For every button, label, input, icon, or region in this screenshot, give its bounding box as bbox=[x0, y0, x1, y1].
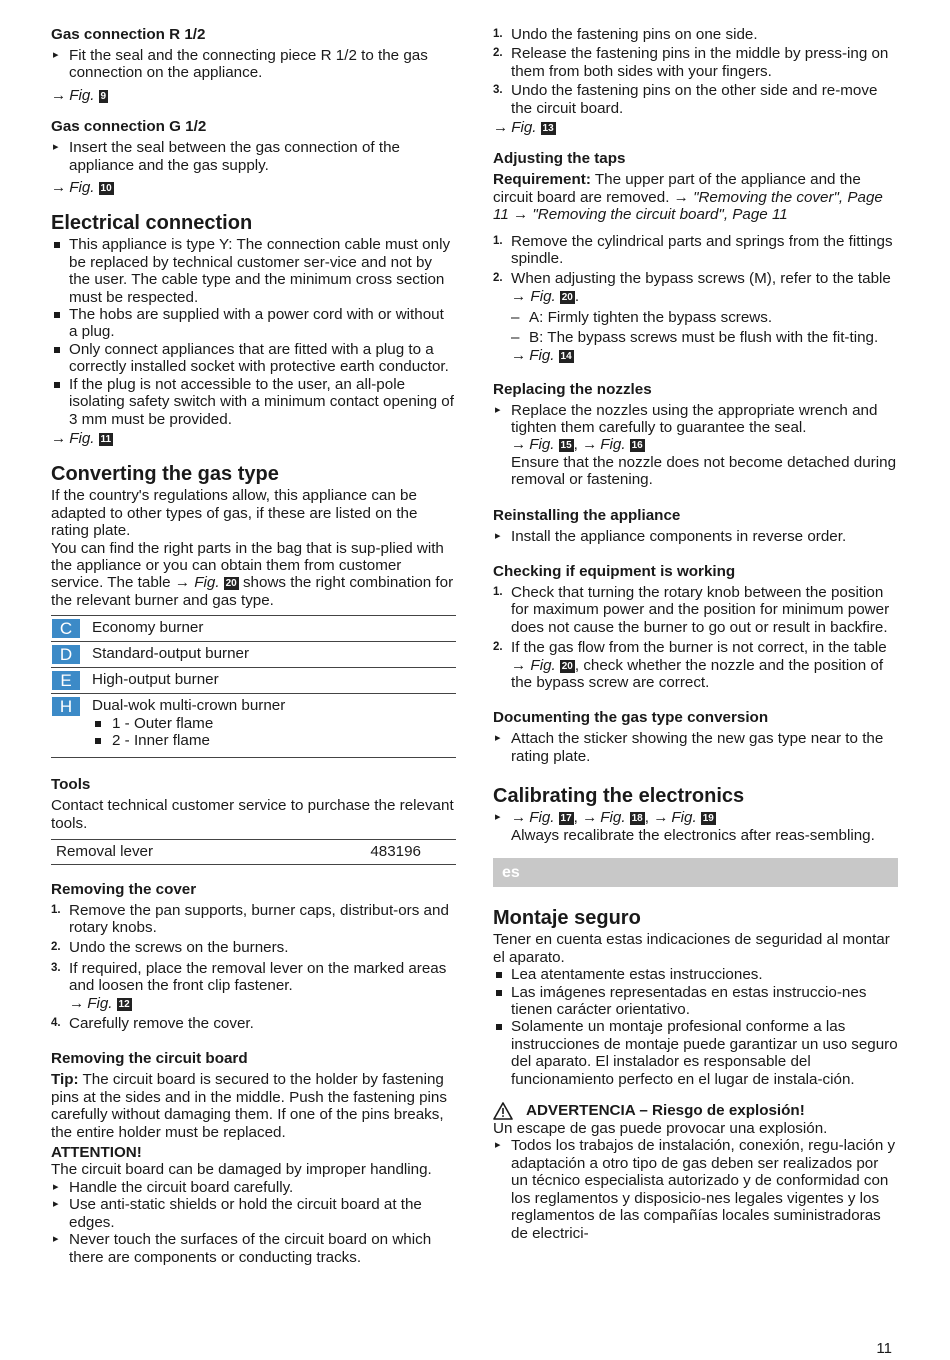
list-item: 2. If the gas flow from the burner is not correct, in the table → Fig. 20 , check whether the nozzle and the position of the bypass screw are correct. bbox=[493, 639, 887, 691]
list-item: Las imágenes representadas en estas instruccio-nes tienen carácter orientativo. bbox=[493, 984, 898, 1019]
list-item: Solamente un montaje profesional conforme a las instrucciones de montaje puede garantizar un uso seguro del aparato. El instalador es responsable del funcionamiento perfecto en el lugar de instala-ción. bbox=[493, 1018, 898, 1088]
checking-steps bbox=[493, 584, 898, 691]
list-item: If the plug is not accessible to the user, an all-pole isolating safety switch with a minimum contact opening of 3 mm must be provided. bbox=[51, 376, 456, 428]
fig-reference: → Fig. 11 bbox=[51, 429, 112, 447]
fig-number-badge: 11 bbox=[100, 433, 112, 445]
warning-text: Un escape de gas puede provocar una explosión. bbox=[493, 1120, 828, 1138]
list-item: 1. Check that turning the rotary knob between the position for maximum power and the position for minimum power does not cause the burner to go out or result in backfire. bbox=[493, 583, 890, 636]
requirement-text: Requirement: The upper part of the appliance and the circuit board are removed. → "Removing the cover", Page 11 → "Removing the circuit board", Page 11 bbox=[493, 171, 883, 224]
list-item: 4. Carefully remove the cover. bbox=[51, 1015, 254, 1033]
list-item: – A: Firmly tighten the bypass screws. bbox=[511, 309, 898, 326]
arrow-icon: → bbox=[51, 86, 67, 104]
list-item: 2. Undo the screws on the burners. bbox=[51, 939, 289, 957]
list-item: ▸ Never touch the surfaces of the circuit board on which there are components or conducting tracks. bbox=[51, 1231, 456, 1266]
taps-heading: Adjusting the taps bbox=[493, 150, 626, 168]
fig-number-badge: 9 bbox=[100, 90, 107, 102]
montaje-heading: Montaje seguro bbox=[493, 907, 641, 930]
list-item: This appliance is type Y: The connection cable must only be replaced by technical customer ser-vice and not by the user. The cable type and the minimum cross section must be respected. bbox=[51, 236, 456, 306]
burner-letter: C bbox=[52, 619, 80, 638]
list-item: Lea atentamente estas instrucciones. bbox=[493, 966, 898, 983]
gas-g-heading: Gas connection G 1/2 bbox=[51, 118, 207, 136]
converting-para: If the country's regulations allow, this appliance can be adapted to other types of gas, if these are listed on the rating plate. bbox=[51, 487, 418, 540]
fig-number-badge: 20 bbox=[225, 578, 237, 590]
list-item: 3. If required, place the removal lever on the marked areas and loosen the front clip fastener. → Fig. 12 bbox=[51, 960, 456, 1012]
tool-row bbox=[51, 839, 456, 864]
fig-number-badge: 20 bbox=[561, 660, 573, 672]
list-item: ▸ Attach the sticker showing the new gas type near to the rating plate. bbox=[493, 730, 898, 765]
gas-r-heading: Gas connection R 1/2 bbox=[51, 26, 206, 43]
list-item: Only connect appliances that are fitted with a plug to a correctly installed socket with protective earth conductor. bbox=[51, 341, 456, 376]
list-item: – B: The bypass screws must be flush with the fit-ting. bbox=[511, 329, 898, 346]
gas-r-list bbox=[51, 47, 456, 82]
burner-table bbox=[51, 615, 456, 758]
fig-reference: ▸ → Fig. 17 , → Fig. 18 , → Fig. 19 bbox=[511, 809, 714, 827]
gas-g-list bbox=[51, 139, 456, 174]
nozzles-list bbox=[493, 402, 898, 489]
left-column bbox=[51, 26, 456, 1266]
fig-number-badge: 16 bbox=[631, 440, 643, 452]
list-item: 3. Undo the fastening pins on the other side and re-move the circuit board. bbox=[493, 82, 878, 117]
fig-reference: → Fig. 13 bbox=[493, 119, 554, 137]
fig-reference: → Fig. 10 bbox=[51, 179, 112, 197]
table-row: C Economy burner bbox=[51, 616, 456, 642]
list-item: 1. Remove the pan supports, burner caps, distribut-ors and rotary knobs. bbox=[51, 901, 449, 936]
list-item: 1 - Outer flame bbox=[92, 715, 456, 732]
documenting-heading: Documenting the gas type conversion bbox=[493, 709, 769, 727]
list-item: The hobs are supplied with a power cord with or without a plug. bbox=[51, 306, 456, 341]
list-item: 2. When adjusting the bypass screws (M), refer to the table → Fig. 20 . – A: Firmly tighten the bypass screws. – B: The bypass screws must be flush with the fit-ting. → Fig. 14 bbox=[493, 270, 898, 364]
attention-text: The circuit board can be damaged by improper handling. bbox=[51, 1161, 432, 1179]
warning-heading: ADVERTENCIA – Riesgo de explosión! bbox=[493, 1102, 898, 1120]
montaje-list bbox=[493, 966, 898, 1088]
attention-label: ATTENTION! bbox=[51, 1144, 142, 1162]
arrow-icon: → bbox=[51, 179, 67, 197]
removing-cover-steps bbox=[51, 902, 456, 1033]
fig-reference: → Fig. 9 bbox=[51, 86, 107, 104]
dash-list bbox=[511, 309, 898, 346]
fig-number-badge: 13 bbox=[542, 123, 554, 135]
list-item: ▸ Install the appliance components in reverse order. bbox=[493, 528, 898, 545]
fig-number-badge: 10 bbox=[100, 183, 112, 195]
tools-text: Contact technical customer service to purchase the relevant tools. bbox=[51, 797, 454, 832]
fig-reference: → Fig. 14 bbox=[511, 347, 572, 365]
tool-number: 483196 bbox=[370, 843, 421, 861]
right-column bbox=[493, 26, 898, 1242]
list-item: 1. Undo the fastening pins on one side. bbox=[493, 26, 758, 43]
list-item: ▸ → Fig. 17 , → Fig. 18 , → Fig. 19 Always recalibrate the electronics after reas-sembling. bbox=[493, 809, 898, 844]
list-item: 1. Remove the cylindrical parts and springs from the fittings spindle. bbox=[493, 232, 893, 268]
list-item: ▸ Todos los trabajos de instalación, conexión, regu-lación y adaptación a otro tipo de gas deben ser realizados por un técnico especialista autorizado y de conformidad con los reglamentos y disposicio-nes legales vigentes y los reglamentos de las compañías locales suministradoras de electrici- bbox=[493, 1137, 898, 1241]
documenting-list bbox=[493, 730, 898, 765]
language-bar: es bbox=[493, 858, 898, 887]
calibrating-list bbox=[493, 809, 898, 844]
reinstalling-heading: Reinstalling the appliance bbox=[493, 506, 681, 524]
taps-steps bbox=[493, 233, 898, 365]
tool-name: Removal lever bbox=[56, 843, 154, 861]
list-item: ▸ Replace the nozzles using the appropriate wrench and tighten them carefully to guarantee the seal. → Fig. 15 , → Fig. 16 Ensure that the nozzle does not become detached during removal or fastening. bbox=[493, 402, 898, 489]
fig-reference: → Fig. 15 , → Fig. 16 bbox=[511, 436, 643, 454]
table-row: H Dual-wok multi-crown burner 1 - Outer flame 2 - Inner flame bbox=[51, 694, 456, 758]
table-row: E High-output burner bbox=[51, 668, 456, 694]
fig-number-badge: 19 bbox=[702, 813, 714, 825]
list-item: ▸ Use anti-static shields or hold the circuit board at the edges. bbox=[51, 1196, 456, 1231]
removing-cover-heading: Removing the cover bbox=[51, 880, 197, 898]
checking-heading: Checking if equipment is working bbox=[493, 562, 736, 580]
electrical-list bbox=[51, 236, 456, 427]
tools-heading: Tools bbox=[51, 776, 91, 794]
electrical-heading: Electrical connection bbox=[51, 212, 253, 235]
list-item: ▸ Insert the seal between the gas connection of the appliance and the gas supply. bbox=[51, 139, 456, 174]
list-item: ▸ Fit the seal and the connecting piece R 1/2 to the gas connection on the appliance. bbox=[51, 47, 456, 82]
calibrating-heading: Calibrating the electronics bbox=[493, 785, 745, 808]
table-row: D Standard-output burner bbox=[51, 642, 456, 668]
arrow-icon: → bbox=[493, 119, 509, 137]
fig-number-badge: 20 bbox=[561, 291, 573, 303]
list-item: 2 - Inner flame bbox=[92, 732, 456, 749]
fig-number-badge: 14 bbox=[560, 351, 572, 363]
nozzles-heading: Replacing the nozzles bbox=[493, 380, 652, 398]
fig-number-badge: 18 bbox=[631, 813, 643, 825]
fig-number-badge: 17 bbox=[560, 813, 572, 825]
tip-text: Tip: The circuit board is secured to the holder by fastening pins at the sides and in the middle. Push the fastening pins carefully without damaging them. If one of the pins breaks, the entire holder must be replaced. bbox=[51, 1071, 447, 1141]
board-list bbox=[51, 1179, 456, 1266]
burner-letter: H bbox=[52, 697, 80, 716]
burner-letter: D bbox=[52, 645, 80, 664]
converting-para: You can find the right parts in the bag that is sup-plied with the appliance or you can obtain them from customer service. The table → Fig. 20 shows the right combination for the relevant burner and gas type. bbox=[51, 539, 454, 609]
fig-number-badge: 15 bbox=[560, 440, 572, 452]
montaje-intro: Tener en cuenta estas indicaciones de seguridad al montar el aparato. bbox=[493, 931, 890, 966]
burner-letter: E bbox=[52, 671, 80, 690]
fig-reference: → Fig. 12 bbox=[69, 994, 130, 1012]
warning-triangle-icon bbox=[493, 1102, 513, 1120]
page-number: 11 bbox=[876, 1340, 892, 1357]
fig-number-badge: 12 bbox=[118, 998, 130, 1010]
board-steps bbox=[493, 26, 898, 117]
arrow-icon: → bbox=[511, 347, 527, 365]
reinstalling-list bbox=[493, 528, 898, 545]
list-item: 2. Release the fastening pins in the middle by press-ing on them from both sides with your fingers. bbox=[493, 45, 889, 80]
arrow-icon: → bbox=[51, 429, 67, 447]
warning-list bbox=[493, 1137, 898, 1241]
arrow-icon: → bbox=[69, 994, 85, 1012]
list-item: ▸ Handle the circuit board carefully. bbox=[51, 1179, 456, 1196]
removing-board-heading: Removing the circuit board bbox=[51, 1050, 248, 1068]
flame-list bbox=[92, 715, 456, 750]
converting-heading: Converting the gas type bbox=[51, 463, 279, 486]
